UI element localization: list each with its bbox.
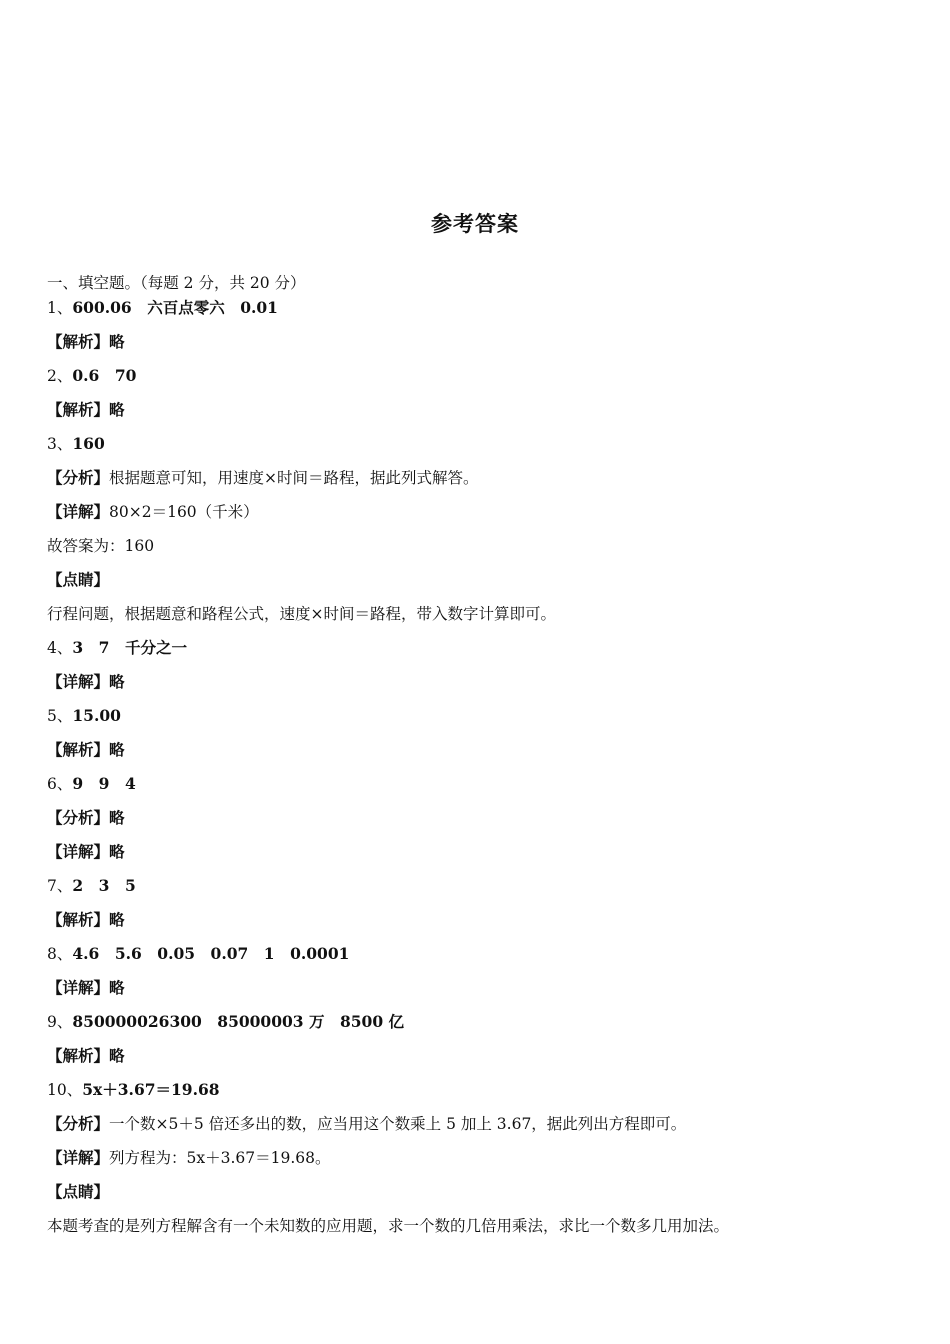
note-text: 略 [109,978,125,997]
answer-value: 600.06 六百点零六 0.01 [72,298,278,317]
answer-line [47,433,907,455]
question-number: 2、 [47,367,73,385]
note-tag: 【分析】 [47,1114,110,1133]
note-text: 略 [109,1046,125,1065]
page-title: 参考答案 [431,212,519,236]
note-line [47,1181,907,1203]
note-line [47,1045,907,1067]
note-tag: 【详解】 [47,502,110,521]
note-tag: 【解析】 [47,332,110,351]
answer-item [47,1079,907,1237]
answer-item [47,1011,907,1067]
note-tag: 【解析】 [47,910,110,929]
note-tag: 【详解】 [47,978,110,997]
note-text: 略 [109,672,125,691]
note-line [47,807,907,829]
note-line [47,909,907,931]
note-tag: 【解析】 [47,740,110,759]
answer-item [47,297,907,353]
answer-line [47,1079,907,1101]
section-heading: 一、填空题。（每题 2 分，共 20 分） [47,274,306,292]
note-text: 略 [109,740,125,759]
note-tag: 【详解】 [47,1148,110,1167]
note-tag: 【详解】 [47,842,110,861]
answer-value: 850000026300 85000003 万 8500 亿 [72,1012,405,1031]
note-line [47,603,907,625]
note-text: 80×2＝160（千米） [109,503,259,521]
note-tag: 【点睛】 [47,1182,110,1201]
note-tag: 【详解】 [47,672,110,691]
note-line [47,399,907,421]
question-number: 6、 [47,775,73,793]
note-line [47,501,907,523]
answer-item [47,433,907,625]
note-text: 故答案为：160 [47,537,155,555]
question-number: 4、 [47,639,73,657]
note-text: 略 [109,332,125,351]
answer-line [47,297,907,319]
answer-line [47,875,907,897]
answer-value: 15.00 [72,706,121,725]
note-line [47,841,907,863]
answer-line [47,365,907,387]
question-number: 10、 [47,1081,83,1099]
answer-value: 0.6 70 [72,366,137,385]
note-text: 略 [109,910,125,929]
answer-list [47,297,907,1237]
question-number: 3、 [47,435,73,453]
question-number: 8、 [47,945,73,963]
question-number: 9、 [47,1013,73,1031]
answer-line [47,943,907,965]
question-number: 5、 [47,707,73,725]
note-tag: 【解析】 [47,400,110,419]
question-number: 7、 [47,877,73,895]
answer-value: 3 7 千分之一 [72,638,187,657]
note-text: 略 [109,808,125,827]
note-text: 一个数×5＋5 倍还多出的数，应当用这个数乘上 5 加上 3.67，据此列出方程即可。 [109,1115,687,1133]
note-line [47,739,907,761]
answer-item [47,943,907,999]
note-text: 列方程为：5x＋3.67＝19.68。 [109,1149,331,1167]
note-line [47,671,907,693]
question-number: 1、 [47,299,73,317]
note-line [47,1147,907,1169]
note-line [47,331,907,353]
answer-line [47,1011,907,1033]
note-text: 根据题意可知，用速度×时间＝路程，据此列式解答。 [109,469,479,487]
answer-item [47,773,907,863]
answer-item [47,705,907,761]
answer-content [47,272,907,1249]
note-line [47,1113,907,1135]
answer-line [47,773,907,795]
note-line [47,467,907,489]
answer-item [47,637,907,693]
note-line [47,569,907,591]
answer-value: 4.6 5.6 0.05 0.07 1 0.0001 [72,944,350,963]
answer-item [47,365,907,421]
answer-value: 160 [72,434,105,453]
answer-line [47,705,907,727]
note-tag: 【分析】 [47,808,110,827]
note-text: 本题考查的是列方程解含有一个未知数的应用题，求一个数的几倍用乘法，求比一个数多几用加法。 [47,1217,730,1235]
answer-value: 5x＋3.67＝19.68 [82,1080,220,1099]
answer-value: 2 3 5 [72,876,136,895]
answer-line [47,637,907,659]
note-text: 略 [109,842,125,861]
note-tag: 【分析】 [47,468,110,487]
note-text: 略 [109,400,125,419]
note-tag: 【解析】 [47,1046,110,1065]
note-line [47,1215,907,1237]
note-line [47,977,907,999]
answer-value: 9 9 4 [72,774,136,793]
note-text: 行程问题，根据题意和路程公式，速度×时间＝路程，带入数字计算即可。 [47,605,556,623]
answer-item [47,875,907,931]
note-tag: 【点睛】 [47,570,110,589]
note-line [47,535,907,557]
